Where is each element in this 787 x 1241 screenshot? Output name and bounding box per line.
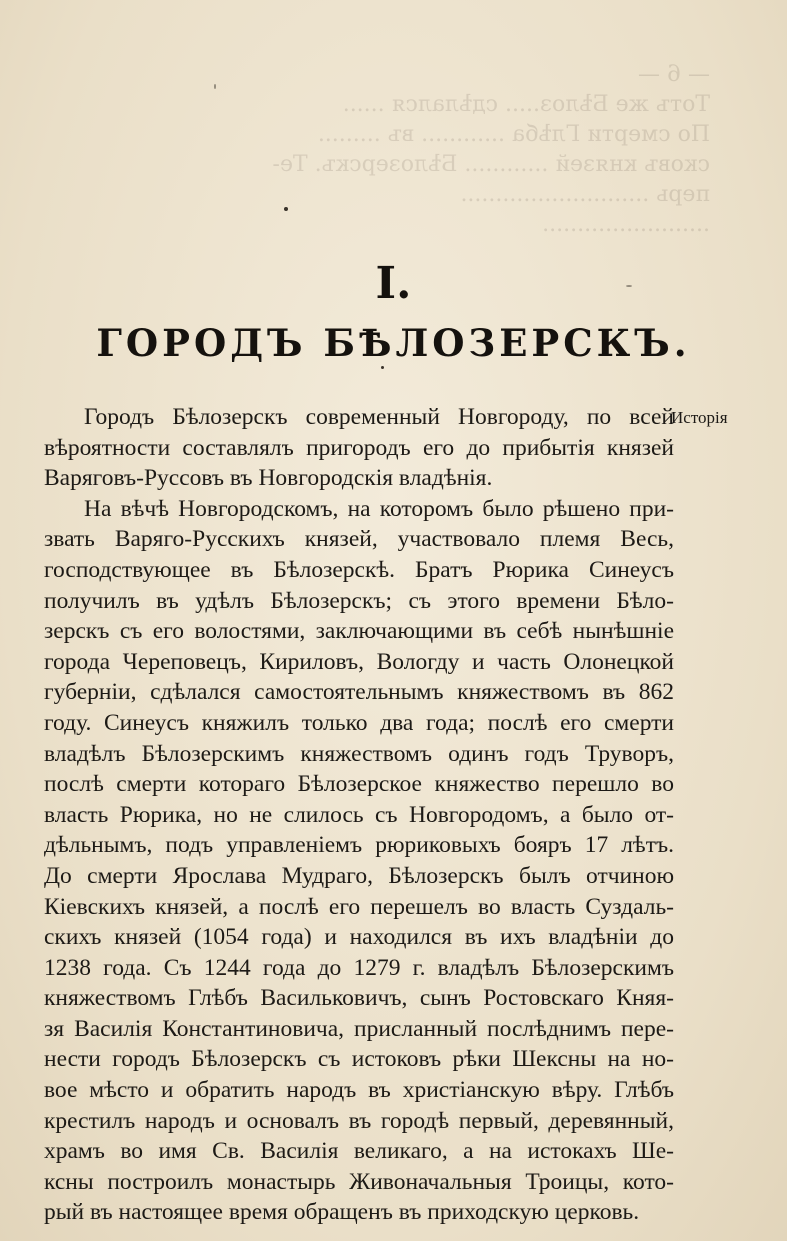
text-line: владѣлъ Бѣлозерскимъ княжествомъ одинъ годъ Труворъ,: [44, 740, 674, 767]
text-line: Кіевскихъ князей, а послѣ его перешелъ во власть Суздаль-: [44, 893, 674, 920]
text-line: звать Варяго-Русскихъ князей, участвовало племя Весь,: [44, 526, 674, 553]
text-line: На вѣчѣ Новгородскомъ, на которомъ было рѣшено при-: [84, 495, 674, 522]
text-line: храмъ во имя Св. Василія великаго, а на истокахъ Ше-: [44, 1138, 674, 1165]
mirrored-bleed-text: — 6 — Тотъ же Бѣлоз..... сдѣлался ...... По смерти Глѣба ............ въ ......... сковъ князей ............ Бѣлозерскъ. Те- перь ........................... ........................: [272, 62, 710, 237]
margin-note: Исторія: [671, 408, 728, 427]
paper-speck: [214, 84, 216, 89]
text-line: вое мѣсто и обратить народъ въ христіанскую вѣру. Глѣбъ: [44, 1077, 674, 1104]
text-line: вѣроятности составлялъ пригородъ его до прибытія князей: [44, 434, 674, 461]
text-line: губерніи, сдѣлался самостоятельнымъ княжествомъ въ 862: [44, 679, 674, 706]
text-line: княжествомъ Глѣбъ Васильковичъ, сынъ Ростовскаго Княя-: [44, 985, 674, 1012]
text-line: зя Василія Константиновича, присланный послѣднимъ пере-: [44, 1015, 674, 1042]
paper-speck: [284, 207, 288, 211]
text-line: послѣ смерти котораго Бѣлозерское княжество перешло во: [44, 771, 674, 798]
text-line: власть Рюрика, но не слилось съ Новгородомъ, а было от-: [44, 801, 674, 828]
text-line: Городъ Бѣлозерскъ современный Новгороду, по всей: [84, 404, 674, 430]
text-line: нести городъ Бѣлозерскъ съ истоковъ рѣки Шексны на но-: [44, 1046, 674, 1073]
text-line: получилъ въ удѣлъ Бѣлозерскъ; съ этого времени Бѣло-: [44, 587, 674, 614]
text-line: зерскъ съ его волостями, заключающими въ себѣ нынѣшніе: [44, 618, 674, 645]
body-text: [44, 402, 674, 1228]
text-line: господствующее въ Бѣлозерскѣ. Братъ Рюрика Синеусъ: [44, 556, 674, 583]
text-line: скихъ князей (1054 года) и находился въ ихъ владѣніи до: [44, 924, 674, 951]
paper-speck: [381, 366, 384, 369]
text-line: крестилъ народъ и основалъ въ городѣ первый, деревянный,: [44, 1107, 674, 1134]
text-line: году. Синеусъ княжилъ только два года; послѣ его смерти: [44, 709, 674, 736]
chapter-number: I.: [375, 258, 412, 309]
chapter-title: ГОРОДЪ БѢЛОЗЕРСКЪ.: [96, 321, 691, 365]
text-line: 1238 года. Съ 1244 года до 1279 г. владѣлъ Бѣлозерскимъ: [44, 954, 674, 981]
text-line: дѣльнымъ, подъ управленіемъ рюриковыхъ бояръ 17 лѣтъ.: [44, 832, 674, 859]
text-line: До смерти Ярослава Мудраго, Бѣлозерскъ былъ отчиною: [44, 862, 674, 889]
paper-speck: [626, 285, 632, 287]
text-line: Варяговъ-Руссовъ въ Новгородскія владѣнія.: [44, 465, 493, 492]
text-line: рый въ настоящее время обращенъ въ приходскую церковь.: [44, 1199, 640, 1226]
text-line: ксны построилъ монастырь Живоначальныя Троицы, кото-: [44, 1168, 674, 1195]
text-line: города Череповецъ, Кириловъ, Вологду и часть Олонецкой: [44, 648, 674, 675]
